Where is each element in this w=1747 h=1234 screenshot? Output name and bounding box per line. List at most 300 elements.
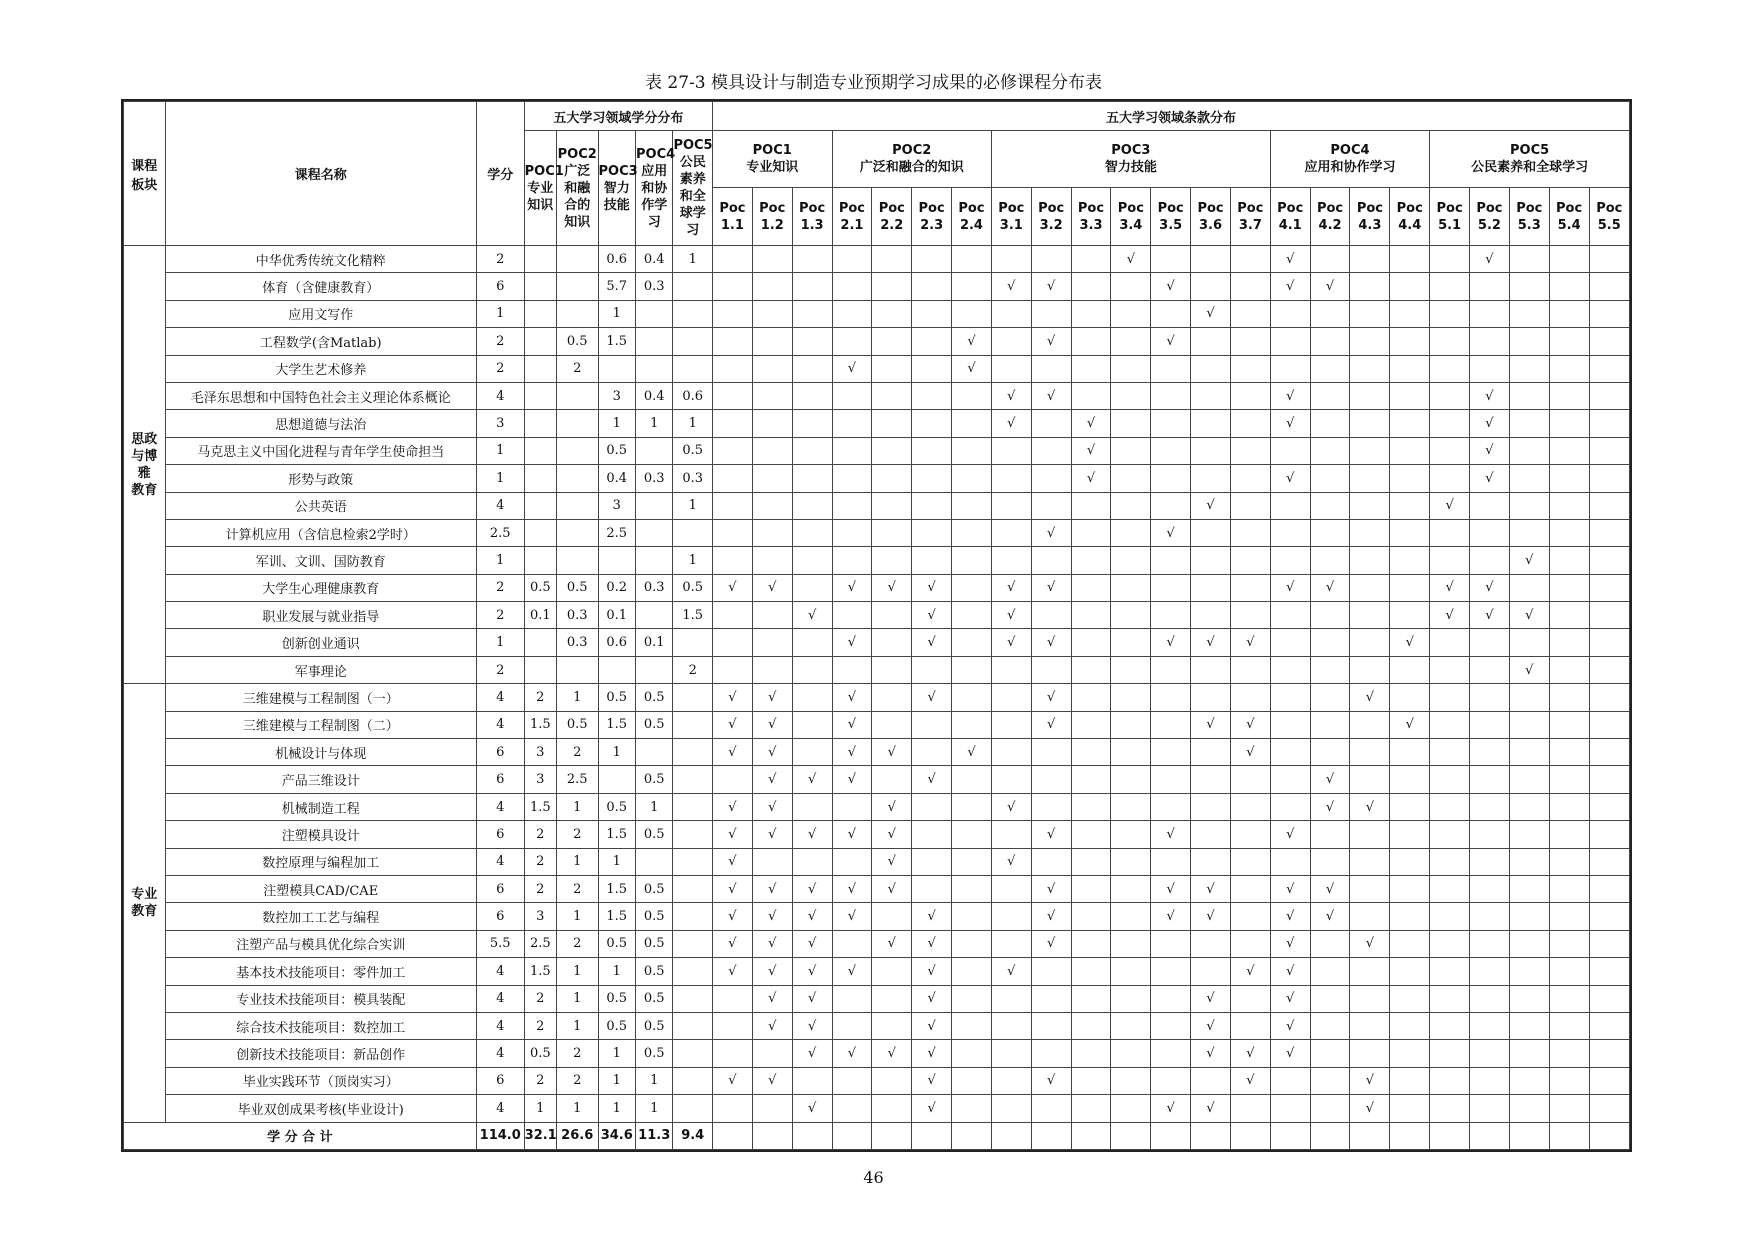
- poc-check-cell: [1589, 519, 1629, 546]
- poc-check-cell: √: [1350, 1095, 1390, 1122]
- course-name: 机械制造工程: [165, 793, 476, 820]
- poc-check-cell: [1191, 273, 1231, 300]
- credit-dist-cell: 2.5: [524, 930, 556, 957]
- poc-check-cell: [1589, 656, 1629, 683]
- poc-check-cell: [1031, 492, 1071, 519]
- poc-check-cell: √: [952, 328, 992, 355]
- credit-dist-cell: [556, 382, 598, 409]
- total-empty-cell: [1390, 1122, 1430, 1149]
- poc-check-cell: [1549, 574, 1589, 601]
- poc-check-cell: [1270, 793, 1310, 820]
- poc-check-cell: [1390, 273, 1430, 300]
- header-poc-col: Poc 5.1: [1430, 188, 1470, 246]
- poc-check-cell: [1111, 739, 1151, 766]
- total-dist-cell: 34.6: [598, 1122, 635, 1149]
- header-poc-col: Poc 3.5: [1151, 188, 1191, 246]
- poc-check-cell: [712, 985, 752, 1012]
- poc-check-cell: [952, 382, 992, 409]
- poc-check-cell: [712, 547, 752, 574]
- poc-check-cell: [991, 766, 1031, 793]
- poc-check-cell: [1111, 766, 1151, 793]
- course-name: 产品三维设计: [165, 766, 476, 793]
- poc-check-cell: [1549, 684, 1589, 711]
- poc-check-cell: [1151, 1067, 1191, 1094]
- poc-check-cell: [872, 300, 912, 327]
- poc-check-cell: [1470, 739, 1510, 766]
- poc-check-cell: [792, 410, 832, 437]
- poc-check-cell: [991, 930, 1031, 957]
- poc-check-cell: [712, 246, 752, 273]
- poc-check-cell: [832, 300, 872, 327]
- poc-check-cell: √: [752, 903, 792, 930]
- table-row: [124, 300, 1630, 327]
- poc-check-cell: [752, 328, 792, 355]
- poc-check-cell: [1111, 684, 1151, 711]
- poc-check-cell: [1390, 1095, 1430, 1122]
- poc-check-cell: [1390, 958, 1430, 985]
- poc-check-cell: [1509, 300, 1549, 327]
- poc-check-cell: [1270, 739, 1310, 766]
- poc-check-cell: √: [1470, 246, 1510, 273]
- poc-check-cell: [872, 985, 912, 1012]
- poc-check-cell: [912, 273, 952, 300]
- credit-dist-cell: 1: [673, 246, 713, 273]
- poc-check-cell: [1350, 711, 1390, 738]
- poc-check-cell: √: [991, 629, 1031, 656]
- poc-check-cell: [1151, 766, 1191, 793]
- poc-check-cell: √: [752, 684, 792, 711]
- credit-dist-cell: [673, 355, 713, 382]
- header-category: 课程 板块: [124, 102, 166, 246]
- poc-check-cell: [1111, 793, 1151, 820]
- poc-check-cell: √: [1509, 656, 1549, 683]
- poc-check-cell: √: [991, 848, 1031, 875]
- course-name: 中华优秀传统文化精粹: [165, 246, 476, 273]
- poc-check-cell: √: [792, 1095, 832, 1122]
- poc-check-cell: [792, 656, 832, 683]
- total-empty-cell: [1031, 1122, 1071, 1149]
- poc-check-cell: [991, 492, 1031, 519]
- poc-check-cell: [1270, 355, 1310, 382]
- poc-check-cell: [1589, 875, 1629, 902]
- credit-dist-cell: 5.7: [598, 273, 635, 300]
- poc-check-cell: [1549, 903, 1589, 930]
- course-credit: 6: [476, 903, 524, 930]
- poc-check-cell: [1589, 328, 1629, 355]
- poc-check-cell: [1589, 246, 1629, 273]
- poc-check-cell: [712, 629, 752, 656]
- poc-check-cell: [1430, 437, 1470, 464]
- poc-check-cell: [1470, 273, 1510, 300]
- poc-check-cell: [1310, 656, 1350, 683]
- poc-check-cell: [1350, 382, 1390, 409]
- poc-check-cell: [1191, 766, 1231, 793]
- course-credit: 1: [476, 300, 524, 327]
- course-name: 马克思主义中国化进程与青年学生使命担当: [165, 437, 476, 464]
- poc-check-cell: [1549, 465, 1589, 492]
- poc-check-cell: √: [1310, 273, 1350, 300]
- poc-check-cell: √: [1191, 1095, 1231, 1122]
- total-empty-cell: [1191, 1122, 1231, 1149]
- poc-check-cell: √: [752, 985, 792, 1012]
- poc-check-cell: √: [872, 821, 912, 848]
- credit-dist-cell: 2: [556, 355, 598, 382]
- poc-check-cell: √: [712, 684, 752, 711]
- header-poc-group-2: POC2 广泛和融合的知识: [832, 131, 991, 188]
- poc-check-cell: [1270, 766, 1310, 793]
- poc-check-cell: [991, 465, 1031, 492]
- credit-dist-cell: 0.3: [556, 629, 598, 656]
- header-poc-col: Poc 4.4: [1390, 188, 1430, 246]
- table-row: [124, 958, 1630, 985]
- poc-check-cell: [1111, 437, 1151, 464]
- poc-check-cell: [792, 1067, 832, 1094]
- credit-dist-cell: 2: [556, 930, 598, 957]
- poc-check-cell: [1350, 766, 1390, 793]
- poc-check-cell: [1230, 903, 1270, 930]
- credit-dist-cell: 2: [524, 875, 556, 902]
- poc-check-cell: [1310, 1095, 1350, 1122]
- credit-dist-cell: 1.5: [598, 903, 635, 930]
- poc-check-cell: [1350, 328, 1390, 355]
- poc-check-cell: √: [1191, 903, 1231, 930]
- poc-check-cell: [1071, 246, 1111, 273]
- credit-dist-cell: 0.3: [635, 574, 672, 601]
- poc-check-cell: [1430, 629, 1470, 656]
- poc-check-cell: √: [1151, 328, 1191, 355]
- poc-check-cell: [1589, 410, 1629, 437]
- poc-check-cell: [1390, 519, 1430, 546]
- credit-dist-cell: 1.5: [598, 711, 635, 738]
- course-credit: 6: [476, 821, 524, 848]
- header-poc-col: Poc 2.1: [832, 188, 872, 246]
- poc-check-cell: [1470, 793, 1510, 820]
- credit-dist-cell: [673, 766, 713, 793]
- poc-check-cell: [1350, 355, 1390, 382]
- credit-dist-cell: 0.5: [635, 1040, 672, 1067]
- table-row: [124, 711, 1630, 738]
- poc-check-cell: [1111, 602, 1151, 629]
- poc-check-cell: √: [712, 1067, 752, 1094]
- poc-check-cell: [1430, 300, 1470, 327]
- poc-check-cell: √: [752, 766, 792, 793]
- poc-check-cell: [832, 656, 872, 683]
- poc-check-cell: [832, 1095, 872, 1122]
- course-name: 大学生艺术修养: [165, 355, 476, 382]
- poc-check-cell: [1230, 355, 1270, 382]
- poc-check-cell: [1310, 246, 1350, 273]
- poc-check-cell: [832, 602, 872, 629]
- poc-check-cell: [1390, 465, 1430, 492]
- poc-check-cell: [712, 519, 752, 546]
- credit-dist-cell: 0.5: [524, 574, 556, 601]
- credit-dist-cell: 1: [598, 958, 635, 985]
- credit-dist-cell: 0.5: [598, 930, 635, 957]
- poc-check-cell: √: [1191, 492, 1231, 519]
- poc-check-cell: [792, 355, 832, 382]
- poc-check-cell: √: [1191, 711, 1231, 738]
- poc-check-cell: √: [792, 985, 832, 1012]
- poc-check-cell: √: [912, 903, 952, 930]
- poc-check-cell: [792, 739, 832, 766]
- poc-check-cell: [1350, 300, 1390, 327]
- poc-check-cell: √: [1270, 1012, 1310, 1039]
- header-poc-col: Poc 4.2: [1310, 188, 1350, 246]
- poc-check-cell: [991, 875, 1031, 902]
- poc-check-cell: √: [792, 930, 832, 957]
- poc-check-cell: [952, 930, 992, 957]
- poc-check-cell: [752, 848, 792, 875]
- credit-dist-cell: 0.5: [635, 903, 672, 930]
- credit-dist-cell: 0.3: [556, 602, 598, 629]
- credit-dist-cell: [524, 656, 556, 683]
- poc-check-cell: √: [1031, 903, 1071, 930]
- poc-check-cell: [1230, 793, 1270, 820]
- poc-check-cell: [1031, 437, 1071, 464]
- poc-check-cell: √: [1071, 437, 1111, 464]
- poc-check-cell: [1430, 930, 1470, 957]
- poc-check-cell: √: [1031, 684, 1071, 711]
- poc-check-cell: [1111, 930, 1151, 957]
- table-title: 表 27-3 模具设计与制造专业预期学习成果的必修课程分布表: [645, 73, 1102, 93]
- poc-check-cell: [1350, 410, 1390, 437]
- header-poc-col: Poc 4.1: [1270, 188, 1310, 246]
- poc-check-cell: [1509, 355, 1549, 382]
- poc-check-cell: [872, 903, 912, 930]
- poc-check-cell: √: [1031, 875, 1071, 902]
- poc-check-cell: [1310, 519, 1350, 546]
- poc-check-cell: [991, 739, 1031, 766]
- poc-check-cell: [952, 519, 992, 546]
- poc-check-cell: √: [752, 875, 792, 902]
- poc-check-cell: √: [1270, 246, 1310, 273]
- total-empty-cell: [712, 1122, 752, 1149]
- poc-check-cell: [832, 437, 872, 464]
- poc-check-cell: [712, 410, 752, 437]
- poc-check-cell: [1549, 273, 1589, 300]
- poc-check-cell: [872, 273, 912, 300]
- poc-check-cell: [1390, 547, 1430, 574]
- course-credit: 4: [476, 382, 524, 409]
- poc-check-cell: √: [1390, 711, 1430, 738]
- poc-check-cell: [952, 1067, 992, 1094]
- course-credit: 4: [476, 711, 524, 738]
- poc-check-cell: [912, 793, 952, 820]
- course-credit: 2: [476, 656, 524, 683]
- poc-check-cell: [1071, 1095, 1111, 1122]
- course-name: 毛泽东思想和中国特色社会主义理论体系概论: [165, 382, 476, 409]
- poc-check-cell: [872, 684, 912, 711]
- credit-dist-cell: 1: [556, 958, 598, 985]
- poc-check-cell: [872, 519, 912, 546]
- poc-check-cell: [752, 1095, 792, 1122]
- poc-check-cell: √: [712, 821, 752, 848]
- poc-check-cell: [1549, 382, 1589, 409]
- poc-check-cell: [1430, 903, 1470, 930]
- poc-check-cell: [1151, 656, 1191, 683]
- poc-check-cell: [1270, 1095, 1310, 1122]
- credit-dist-cell: [598, 355, 635, 382]
- course-name: 形势与政策: [165, 465, 476, 492]
- poc-check-cell: [1191, 848, 1231, 875]
- poc-check-cell: √: [832, 1040, 872, 1067]
- poc-check-cell: [752, 355, 792, 382]
- poc-check-cell: [1430, 410, 1470, 437]
- poc-check-cell: [872, 437, 912, 464]
- poc-check-cell: [1390, 930, 1430, 957]
- poc-check-cell: [872, 465, 912, 492]
- credit-dist-cell: [556, 437, 598, 464]
- poc-check-cell: √: [952, 355, 992, 382]
- poc-check-cell: [712, 300, 752, 327]
- poc-check-cell: √: [712, 848, 752, 875]
- credit-dist-cell: 1.5: [524, 958, 556, 985]
- poc-check-cell: √: [1390, 629, 1430, 656]
- credit-dist-cell: [524, 328, 556, 355]
- poc-check-cell: [952, 629, 992, 656]
- poc-check-cell: [1111, 492, 1151, 519]
- poc-check-cell: [1071, 547, 1111, 574]
- poc-check-cell: [1191, 410, 1231, 437]
- poc-check-cell: [1509, 985, 1549, 1012]
- poc-check-cell: [1151, 930, 1191, 957]
- poc-check-cell: [952, 410, 992, 437]
- credit-dist-cell: 3: [524, 766, 556, 793]
- poc-check-cell: [1031, 602, 1071, 629]
- poc-check-cell: √: [1151, 875, 1191, 902]
- poc-check-cell: [1470, 656, 1510, 683]
- poc-check-cell: √: [1470, 574, 1510, 601]
- poc-check-cell: √: [1270, 875, 1310, 902]
- poc-check-cell: [1589, 1067, 1629, 1094]
- credit-dist-cell: [673, 1040, 713, 1067]
- credit-dist-cell: 2: [524, 985, 556, 1012]
- course-credit: 4: [476, 793, 524, 820]
- poc-check-cell: [1270, 492, 1310, 519]
- course-name: 机械设计与体现: [165, 739, 476, 766]
- poc-check-cell: [1191, 793, 1231, 820]
- poc-check-cell: [991, 985, 1031, 1012]
- credit-dist-cell: [673, 711, 713, 738]
- poc-check-cell: [1111, 547, 1151, 574]
- poc-check-cell: √: [1270, 985, 1310, 1012]
- poc-check-cell: [991, 437, 1031, 464]
- poc-check-cell: [752, 492, 792, 519]
- poc-check-cell: [1350, 273, 1390, 300]
- poc-check-cell: [952, 465, 992, 492]
- poc-check-cell: √: [792, 875, 832, 902]
- poc-check-cell: [792, 574, 832, 601]
- table-row: [124, 629, 1630, 656]
- poc-check-cell: [1151, 355, 1191, 382]
- poc-check-cell: [752, 1040, 792, 1067]
- poc-check-cell: [1310, 382, 1350, 409]
- poc-check-cell: √: [712, 903, 752, 930]
- poc-check-cell: [872, 355, 912, 382]
- poc-check-cell: [1549, 985, 1589, 1012]
- poc-check-cell: √: [1151, 821, 1191, 848]
- poc-check-cell: [1071, 903, 1111, 930]
- poc-check-cell: √: [1509, 602, 1549, 629]
- poc-check-cell: [1430, 328, 1470, 355]
- poc-check-cell: [1390, 574, 1430, 601]
- poc-check-cell: [712, 465, 752, 492]
- credit-dist-cell: 2: [556, 875, 598, 902]
- course-name: 注塑产品与模具优化综合实训: [165, 930, 476, 957]
- poc-check-cell: [1111, 848, 1151, 875]
- credit-dist-cell: 1: [673, 410, 713, 437]
- poc-check-cell: √: [991, 574, 1031, 601]
- credit-dist-cell: 2.5: [556, 766, 598, 793]
- poc-check-cell: [1509, 273, 1549, 300]
- credit-dist-cell: 2: [524, 1012, 556, 1039]
- poc-check-cell: [1589, 903, 1629, 930]
- poc-check-cell: [1549, 355, 1589, 382]
- poc-check-cell: √: [832, 739, 872, 766]
- poc-check-cell: [1509, 930, 1549, 957]
- table-row: [124, 246, 1630, 273]
- credit-dist-cell: 1: [556, 1012, 598, 1039]
- total-row: [124, 1122, 1630, 1149]
- poc-check-cell: √: [752, 574, 792, 601]
- poc-check-cell: [1390, 437, 1430, 464]
- poc-check-cell: √: [752, 930, 792, 957]
- poc-check-cell: [1589, 684, 1629, 711]
- poc-check-cell: [1191, 602, 1231, 629]
- poc-check-cell: [1350, 656, 1390, 683]
- poc-check-cell: [712, 382, 752, 409]
- poc-check-cell: √: [1031, 1067, 1071, 1094]
- credit-dist-cell: 0.1: [524, 602, 556, 629]
- header-poc-col: Poc 2.2: [872, 188, 912, 246]
- poc-check-cell: [1031, 766, 1071, 793]
- poc-check-cell: [991, 903, 1031, 930]
- poc-check-cell: [712, 437, 752, 464]
- credit-dist-cell: 2: [524, 821, 556, 848]
- course-credit: 4: [476, 1012, 524, 1039]
- poc-check-cell: [1430, 739, 1470, 766]
- course-credit: 2: [476, 355, 524, 382]
- poc-check-cell: [1031, 1012, 1071, 1039]
- poc-check-cell: [1390, 793, 1430, 820]
- poc-check-cell: [1031, 300, 1071, 327]
- poc-check-cell: [1549, 602, 1589, 629]
- header-poc-col: Poc 1.2: [752, 188, 792, 246]
- poc-check-cell: [1589, 1012, 1629, 1039]
- poc-check-cell: √: [792, 1012, 832, 1039]
- table-row: [124, 492, 1630, 519]
- poc-check-cell: [991, 246, 1031, 273]
- poc-check-cell: [1071, 848, 1111, 875]
- poc-check-cell: [1350, 1012, 1390, 1039]
- credit-dist-cell: [524, 382, 556, 409]
- poc-check-cell: [1151, 739, 1191, 766]
- poc-check-cell: [1509, 574, 1549, 601]
- table-row: [124, 547, 1630, 574]
- poc-check-cell: [1430, 1012, 1470, 1039]
- poc-check-cell: [1230, 437, 1270, 464]
- poc-check-cell: [1470, 629, 1510, 656]
- poc-check-cell: [712, 355, 752, 382]
- poc-check-cell: [952, 547, 992, 574]
- credit-dist-cell: 2: [556, 739, 598, 766]
- poc-check-cell: √: [872, 1040, 912, 1067]
- total-empty-cell: [1071, 1122, 1111, 1149]
- poc-check-cell: [1031, 985, 1071, 1012]
- poc-check-cell: [1589, 958, 1629, 985]
- poc-check-cell: [1589, 629, 1629, 656]
- header-poc-col: Poc 3.6: [1191, 188, 1231, 246]
